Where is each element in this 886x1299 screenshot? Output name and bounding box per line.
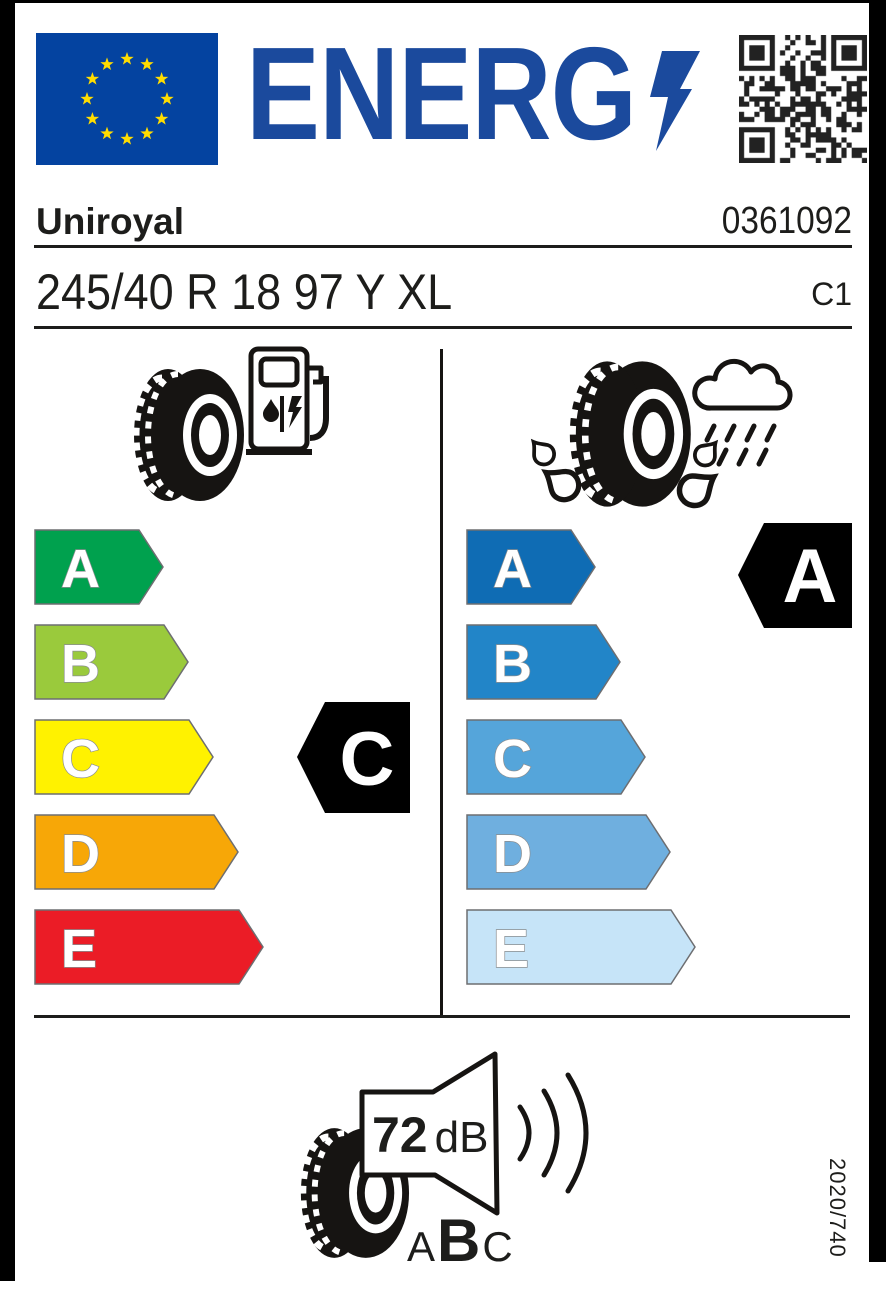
rain-cloud-icon xyxy=(686,346,786,421)
divider-3 xyxy=(34,1015,850,1018)
svg-text:B: B xyxy=(61,634,100,694)
tire-designation: 245/40 R 18 97 Y XL xyxy=(36,264,453,320)
svg-text:D: D xyxy=(61,824,100,884)
svg-text:B: B xyxy=(493,634,532,694)
center-divider xyxy=(440,349,443,1016)
fuel-grade-c xyxy=(35,720,215,794)
divider-1 xyxy=(34,245,852,248)
wet-rating-indicator xyxy=(738,523,852,628)
energ-logo-text: ENERG xyxy=(246,20,637,167)
brand-name: Uniroyal xyxy=(36,201,185,242)
tire-class: C1 xyxy=(811,276,852,312)
wet-grade-d xyxy=(467,815,672,889)
noise-unit: dB xyxy=(434,1113,489,1162)
svg-text:E: E xyxy=(61,919,98,979)
fuel-grade-a xyxy=(35,530,165,604)
fuel-grade-d xyxy=(35,815,240,889)
fuel-grade-e xyxy=(35,910,265,984)
fuel-tire-icon xyxy=(126,364,246,506)
wet-grade-e xyxy=(467,910,697,984)
border-right xyxy=(869,0,886,1262)
svg-text:E: E xyxy=(493,919,530,979)
border-left xyxy=(0,0,15,1281)
wet-grade-a xyxy=(467,530,597,604)
tire-fuel-pump-icon xyxy=(246,344,338,472)
noise-class-scale xyxy=(407,1206,515,1275)
wet-grade-b xyxy=(467,625,622,699)
noise-class-a: A xyxy=(407,1223,438,1270)
svg-text:C: C xyxy=(339,717,395,802)
lightning-bolt-icon xyxy=(650,51,700,151)
noise-class-c: C xyxy=(482,1223,515,1270)
qr-code xyxy=(739,35,867,163)
svg-text:A: A xyxy=(61,539,100,599)
regulation-number: 2020/740 xyxy=(825,1158,850,1258)
noise-class-b-selected: B xyxy=(437,1207,483,1274)
fuel-rating-indicator xyxy=(297,702,410,813)
svg-text:D: D xyxy=(493,824,532,884)
wet-grade-c xyxy=(467,720,647,794)
svg-text:A: A xyxy=(493,539,532,599)
sound-waves-icon xyxy=(512,1062,612,1207)
noise-value-group xyxy=(372,1106,488,1164)
fuel-grade-b xyxy=(35,625,190,699)
divider-2 xyxy=(34,326,852,329)
svg-text:A: A xyxy=(782,534,838,619)
svg-text:C: C xyxy=(61,729,100,789)
noise-value: 72 xyxy=(372,1107,428,1163)
eu-flag-icon xyxy=(36,33,218,165)
label-id: 0361092 xyxy=(721,200,852,242)
svg-text:C: C xyxy=(493,729,532,789)
border-top xyxy=(0,0,886,3)
